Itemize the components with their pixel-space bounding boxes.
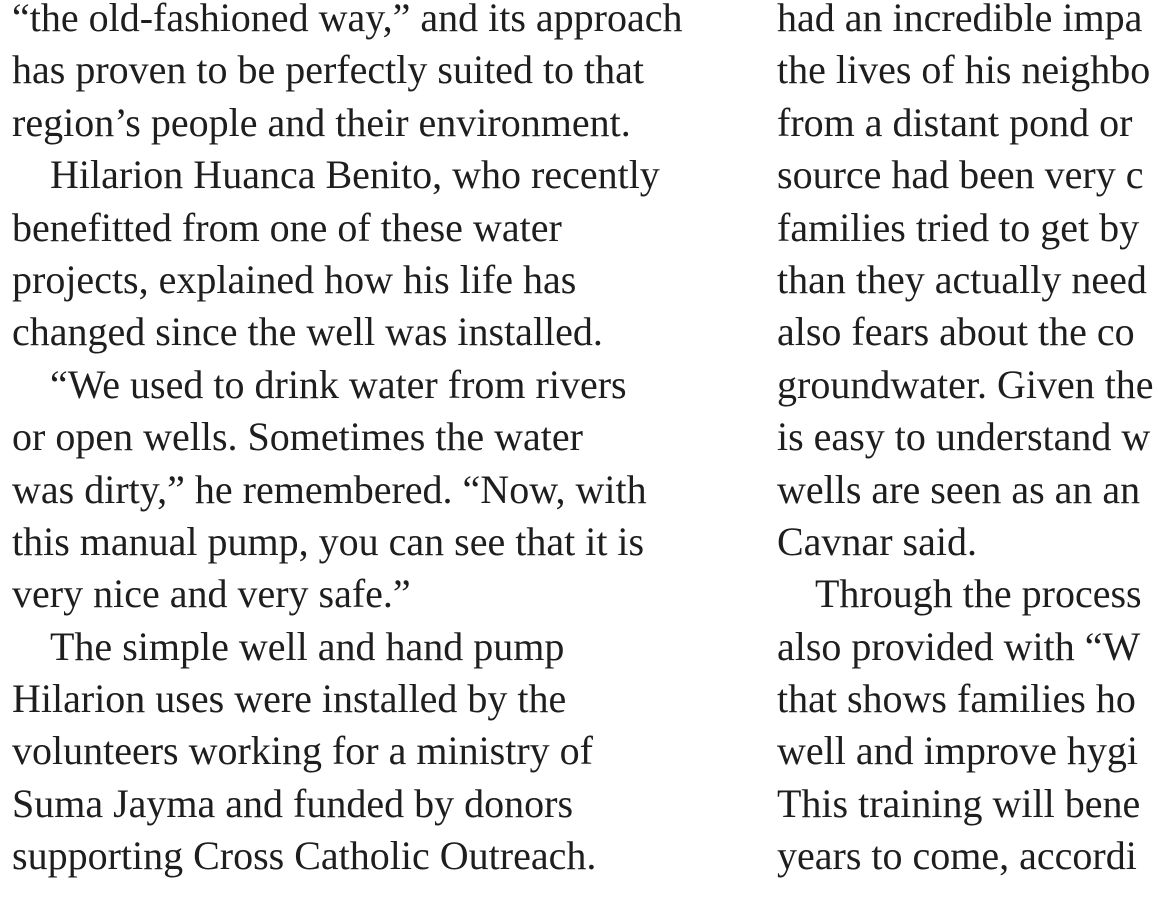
text-line: source had been very c (777, 152, 1144, 198)
text-line: benefitted from one of these water (12, 204, 562, 250)
text-line: wells are seen as an an (777, 466, 1141, 512)
text-line: has proven to be perfectly suited to that (12, 47, 645, 93)
text-line: This training will bene (777, 780, 1141, 826)
text-line: was dirty,” he remembered. “Now, with (12, 466, 647, 512)
text-line: is easy to understand w (777, 414, 1151, 460)
text-line: very nice and very safe.” (12, 571, 411, 617)
text-line: Cavnar said. (777, 518, 977, 564)
text-line: “We used to drink water from rivers (50, 361, 627, 407)
text-line: The simple well and hand pump (50, 623, 565, 669)
text-line: region’s people and their environment. (12, 99, 631, 145)
text-line: than they actually need (777, 256, 1147, 302)
text-line: also fears about the co (777, 309, 1135, 355)
text-line: Hilarion uses were installed by the (12, 676, 567, 722)
text-line: families tried to get by (777, 204, 1140, 250)
text-line: Through the process (815, 571, 1142, 617)
text-line: volunteers working for a ministry of (12, 728, 593, 774)
text-line: “the old-fashioned way,” and its approach (12, 0, 683, 40)
text-line: changed since the well was installed. (12, 309, 603, 355)
text-line: groundwater. Given the (777, 361, 1154, 407)
article-column-right (777, 0, 1159, 883)
text-line: from a distant pond or (777, 99, 1133, 145)
text-line: had an incredible impa (777, 0, 1143, 40)
text-line: the lives of his neighbo (777, 47, 1151, 93)
text-line: that shows families ho (777, 676, 1136, 722)
text-line: well and improve hygi (777, 728, 1139, 774)
text-line: Hilarion Huanca Benito, who recently (50, 152, 660, 198)
text-line: also provided with “W (777, 623, 1141, 669)
text-line: Suma Jayma and funded by donors (12, 780, 574, 826)
text-line: this manual pump, you can see that it is (12, 518, 645, 564)
text-line: supporting Cross Catholic Outreach. (12, 833, 597, 879)
text-line: years to come, accordi (777, 833, 1137, 879)
text-line: projects, explained how his life has (12, 256, 577, 302)
article-column-left (12, 0, 732, 883)
text-line: or open wells. Sometimes the water (12, 414, 583, 460)
